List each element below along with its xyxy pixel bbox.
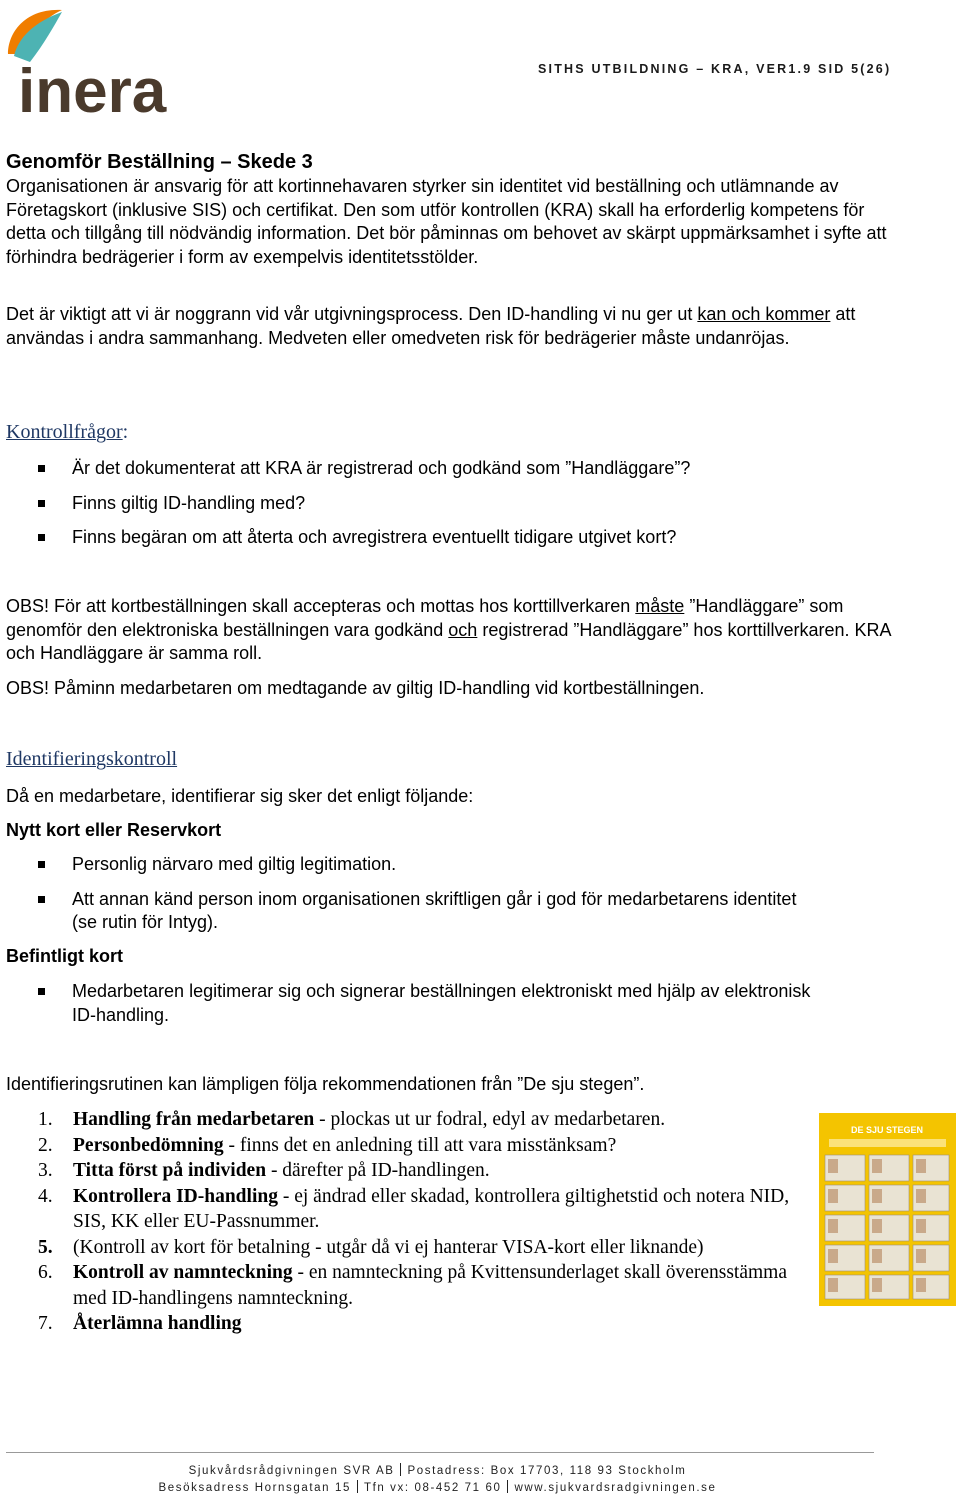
- process-text-underlined: kan och kommer: [697, 304, 831, 324]
- list-item: Medarbetaren legitimerar sig och signerar beställningen elektroniskt med hjälp av elektronisk ID-handling.: [38, 980, 822, 1027]
- footer-separator: [507, 1480, 508, 1493]
- step-title: Titta först på individen: [73, 1160, 267, 1181]
- obs-note-1-text-b: ”Handläggare” som genomför den elektroniska beställningen vara godkänd: [6, 596, 844, 640]
- routine-text: Identifieringsrutinen kan lämpligen följa rekommendationen från ”De sju stegen”.: [6, 1074, 645, 1094]
- kontrollfragor-heading-text: Kontrollfrågor: [6, 421, 123, 443]
- footer-org: Sjukvårdsrådgivningen SVR AB: [188, 1465, 395, 1477]
- obs-label: OBS: [6, 678, 45, 698]
- kontrollfragor-list: [38, 457, 858, 561]
- step-number: 7.: [38, 1313, 53, 1334]
- list-item: Personlig närvaro med giltig legitimation.: [38, 853, 858, 877]
- identifiering-heading: [6, 748, 177, 771]
- step-item: [38, 1158, 808, 1184]
- step-number: 3.: [38, 1160, 53, 1181]
- process-text-a: Det är viktigt att vi är noggrann vid vår utgivningsprocess. Den ID-handling vi nu ger ut: [6, 304, 698, 324]
- section-title: Genomför Beställning – Skede 3: [6, 151, 313, 173]
- process-text-b: att användas i andra sammanhang. Medveten eller omedveten risk för bedrägerier måste undanröjas.: [6, 304, 856, 348]
- step-number: 2.: [38, 1134, 53, 1156]
- obs-note-1-text-c: registrerad ”Handläggare” hos korttillverkaren. KRA och Handläggare är samma roll.: [6, 619, 891, 663]
- step-number: 1.: [38, 1109, 53, 1130]
- step-item: [38, 1107, 808, 1133]
- existing-card-heading: Befintligt kort: [6, 946, 123, 966]
- identifiering-heading-text: Identifieringskontroll: [6, 748, 178, 770]
- footer-separator: [400, 1463, 401, 1476]
- footer-visit: Besöksadress Hornsgatan 15: [158, 1482, 351, 1494]
- obs-note-2-text: ! Påminn medarbetaren om medtagande av giltig ID-handling vid kortbeställningen.: [44, 678, 705, 698]
- new-card-heading: Nytt kort eller Reservkort: [6, 820, 222, 840]
- new-card-list: [38, 853, 858, 946]
- footer-line-1: [0, 1463, 875, 1477]
- list-item: Att annan känd person inom organisationen skriftligen går i god för medarbetarens identitet (se rutin för Intyg).: [38, 888, 822, 935]
- document-reference: SITHS UTBILDNING – KRA, VER1.9 SID 5(26): [538, 62, 892, 76]
- identifiering-intro: Då en medarbetare, identifierar sig sker det enligt följande:: [6, 786, 474, 806]
- step-text: - därefter på ID-handlingen.: [266, 1160, 490, 1181]
- process-paragraph: [6, 303, 906, 350]
- inera-logo: [4, 4, 189, 116]
- list-item: Är det dokumenterat att KRA är registrerad och godkänd som ”Handläggare”?: [38, 457, 858, 481]
- logo-wordmark: inera: [18, 57, 167, 116]
- de-sju-stegen-poster: [819, 1113, 956, 1306]
- list-item: Finns begäran om att återta och avregistrera eventuellt tidigare utgivet kort?: [38, 526, 858, 550]
- obs-note-1: [6, 595, 906, 666]
- obs-note-2: [6, 677, 906, 701]
- kontrollfragor-heading: [6, 421, 128, 444]
- step-number: 6.: [38, 1262, 53, 1283]
- step-title: Personbedömning: [73, 1134, 224, 1156]
- step-text: - ej ändrad eller skadad, kontrollera giltighetstid och notera NID, SIS, KK eller EU-Passnummer.: [73, 1185, 790, 1232]
- footer-web-link[interactable]: www.sjukvardsradgivningen.se: [514, 1482, 717, 1494]
- footer-divider: [6, 1452, 874, 1453]
- obs-note-1-underlined-1: måste: [635, 596, 685, 616]
- step-text: - plockas ut ur fodral, edyl av medarbetaren.: [314, 1109, 666, 1130]
- obs-note-1-text-a: ! För att kortbeställningen skall accepteras och mottas hos korttillverkaren: [44, 596, 636, 616]
- step-item: [38, 1133, 808, 1159]
- footer-line-2: [0, 1480, 875, 1494]
- existing-card-list: [38, 980, 858, 1038]
- step-text: (Kontroll av kort för betalning - utgår då vi ej hanterar VISA-kort eller liknande): [73, 1236, 704, 1258]
- step-text: - en namnteckning på Kvittensunderlaget skall överensstämma med ID-handlingens namnteckning.: [73, 1262, 787, 1309]
- obs-note-1-underlined-2: och: [448, 619, 478, 640]
- step-title: Återlämna handling: [73, 1313, 242, 1334]
- step-title: Kontroll av namnteckning: [73, 1262, 293, 1283]
- step-number: 4.: [38, 1185, 53, 1207]
- step-item: [38, 1260, 808, 1311]
- step-title: Kontrollera ID-handling: [73, 1185, 278, 1207]
- seven-steps-list: [38, 1107, 808, 1337]
- step-number: 5.: [38, 1236, 53, 1258]
- step-title: Handling från medarbetaren: [73, 1109, 315, 1130]
- step-text: - finns det en anledning till att vara misstänksam?: [223, 1134, 617, 1156]
- obs-label: OBS: [6, 596, 45, 616]
- list-item: Finns giltig ID-handling med?: [38, 492, 858, 516]
- step-item: [38, 1184, 808, 1235]
- footer-separator: [357, 1480, 358, 1493]
- poster-title: DE SJU STEGEN: [850, 1125, 924, 1135]
- intro-paragraph: Organisationen är ansvarig för att kortinnehavaren styrker sin identitet vid beställning och utlämnande av Företagskort (inklusive SIS) och certifikat. Den som utför kontrollen (KRA) skall ha erforderlig kompetens för detta och tillgång till nödvändig information. Det bör påminnas om behovet av skärpt uppmärksamhet i syfte att förhindra bedrägerier i form av exempelvis identitetsstölder.: [6, 176, 887, 267]
- kontrollfragor-colon: :: [122, 421, 129, 443]
- step-item: [38, 1311, 808, 1337]
- footer-postal: Postadress: Box 17703, 118 93 Stockholm: [407, 1465, 687, 1477]
- footer-phone: Tfn vx: 08-452 71 60: [363, 1482, 502, 1494]
- step-item: [38, 1235, 808, 1261]
